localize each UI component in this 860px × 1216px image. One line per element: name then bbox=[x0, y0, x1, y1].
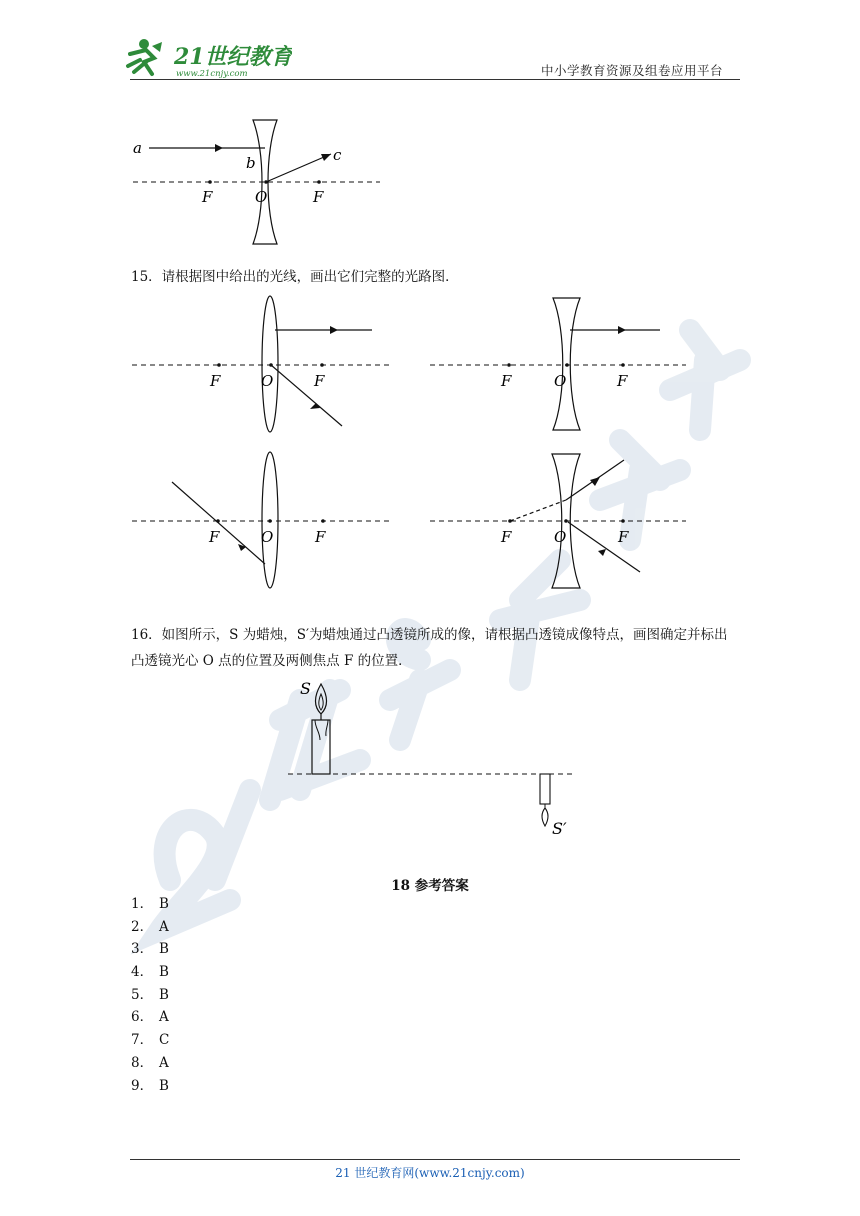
footer-link[interactable]: 21 世纪教育网(www.21cnjy.com) bbox=[335, 1166, 525, 1180]
answers-title: 18 参考答案 bbox=[391, 878, 469, 894]
site-logo[interactable] bbox=[122, 36, 292, 80]
question-16: 16．如图所示，S 为蜡烛，S′为蜡烛通过凸透镜所成的像，请根据凸透镜成像特点，画图确定并标出凸透镜光心 O 点的位置及两侧焦点 F 的位置． bbox=[131, 627, 728, 669]
answer-value: B bbox=[159, 941, 169, 958]
label-s-prime: S′ bbox=[552, 819, 567, 838]
answer-value: B bbox=[159, 986, 169, 1003]
answer-number: 4． bbox=[131, 964, 154, 981]
label-b: b bbox=[246, 154, 256, 172]
q15-panel-convex-1 bbox=[130, 290, 392, 435]
panel3-label-f-right: F bbox=[315, 528, 326, 546]
panel2-label-f-right: F bbox=[617, 372, 628, 390]
inverted-candle-icon bbox=[540, 774, 550, 804]
answer-value: B bbox=[159, 964, 169, 981]
answer-value: B bbox=[159, 1077, 169, 1094]
panel4-label-f-right: F bbox=[618, 528, 629, 546]
label-o: O bbox=[255, 188, 268, 206]
panel1-label-f-right: F bbox=[314, 372, 325, 390]
answer-number: 9． bbox=[131, 1077, 154, 1094]
answer-item bbox=[131, 893, 169, 916]
panel3-label-o: O bbox=[261, 528, 274, 546]
answer-value: A bbox=[159, 918, 169, 935]
panel4-label-f-left: F bbox=[501, 528, 512, 546]
panel4-label-o: O bbox=[554, 528, 567, 546]
answer-number: 3． bbox=[131, 941, 154, 958]
answer-number: 8． bbox=[131, 1054, 154, 1071]
answer-item bbox=[131, 984, 169, 1007]
answer-value: C bbox=[159, 1032, 170, 1049]
answer-item bbox=[131, 1075, 169, 1098]
answer-list bbox=[131, 893, 169, 1097]
panel1-label-f-left: F bbox=[210, 372, 221, 390]
answer-number: 1． bbox=[131, 896, 154, 912]
answer-item bbox=[131, 1052, 169, 1075]
q15-panel-concave-2 bbox=[428, 290, 690, 435]
answer-value: A bbox=[159, 1009, 169, 1026]
label-a: a bbox=[133, 139, 142, 157]
inverted-flame-icon bbox=[542, 808, 548, 826]
answer-item bbox=[131, 916, 169, 939]
answer-value: A bbox=[159, 1054, 169, 1071]
answer-number: 2． bbox=[131, 918, 154, 935]
logo-subtext: www.21cnjy.com bbox=[176, 69, 248, 79]
header-divider bbox=[130, 79, 740, 80]
figure-concave-lens-ray bbox=[125, 112, 385, 252]
answer-item bbox=[131, 961, 169, 984]
question-15: 15．请根据图中给出的光线，画出它们完整的光路图． bbox=[131, 269, 459, 285]
figure-candle-image bbox=[284, 676, 584, 842]
label-f-left: F bbox=[202, 188, 213, 206]
panel2-label-f-left: F bbox=[501, 372, 512, 390]
q15-panel-concave-4 bbox=[428, 448, 690, 593]
candle-icon bbox=[312, 720, 330, 774]
label-c: c bbox=[333, 146, 342, 164]
answer-number: 5． bbox=[131, 986, 154, 1003]
answer-value: B bbox=[159, 896, 169, 912]
panel2-label-o: O bbox=[554, 372, 567, 390]
answer-item bbox=[131, 938, 169, 961]
panel3-label-f-left: F bbox=[209, 528, 220, 546]
logo-text: 21世纪教育 bbox=[174, 44, 292, 70]
label-f-right: F bbox=[313, 188, 324, 206]
answer-number: 7． bbox=[131, 1032, 154, 1049]
label-s: S bbox=[300, 679, 311, 698]
answer-item bbox=[131, 1029, 169, 1052]
logo-runner-icon bbox=[122, 36, 292, 80]
panel1-label-o: O bbox=[261, 372, 274, 390]
answer-item bbox=[131, 1006, 169, 1029]
q15-panel-convex-3 bbox=[130, 448, 392, 593]
site-tagline: 中小学教育资源及组卷应用平台 bbox=[541, 63, 724, 78]
footer-divider bbox=[130, 1159, 740, 1160]
answer-number: 6． bbox=[131, 1009, 154, 1026]
